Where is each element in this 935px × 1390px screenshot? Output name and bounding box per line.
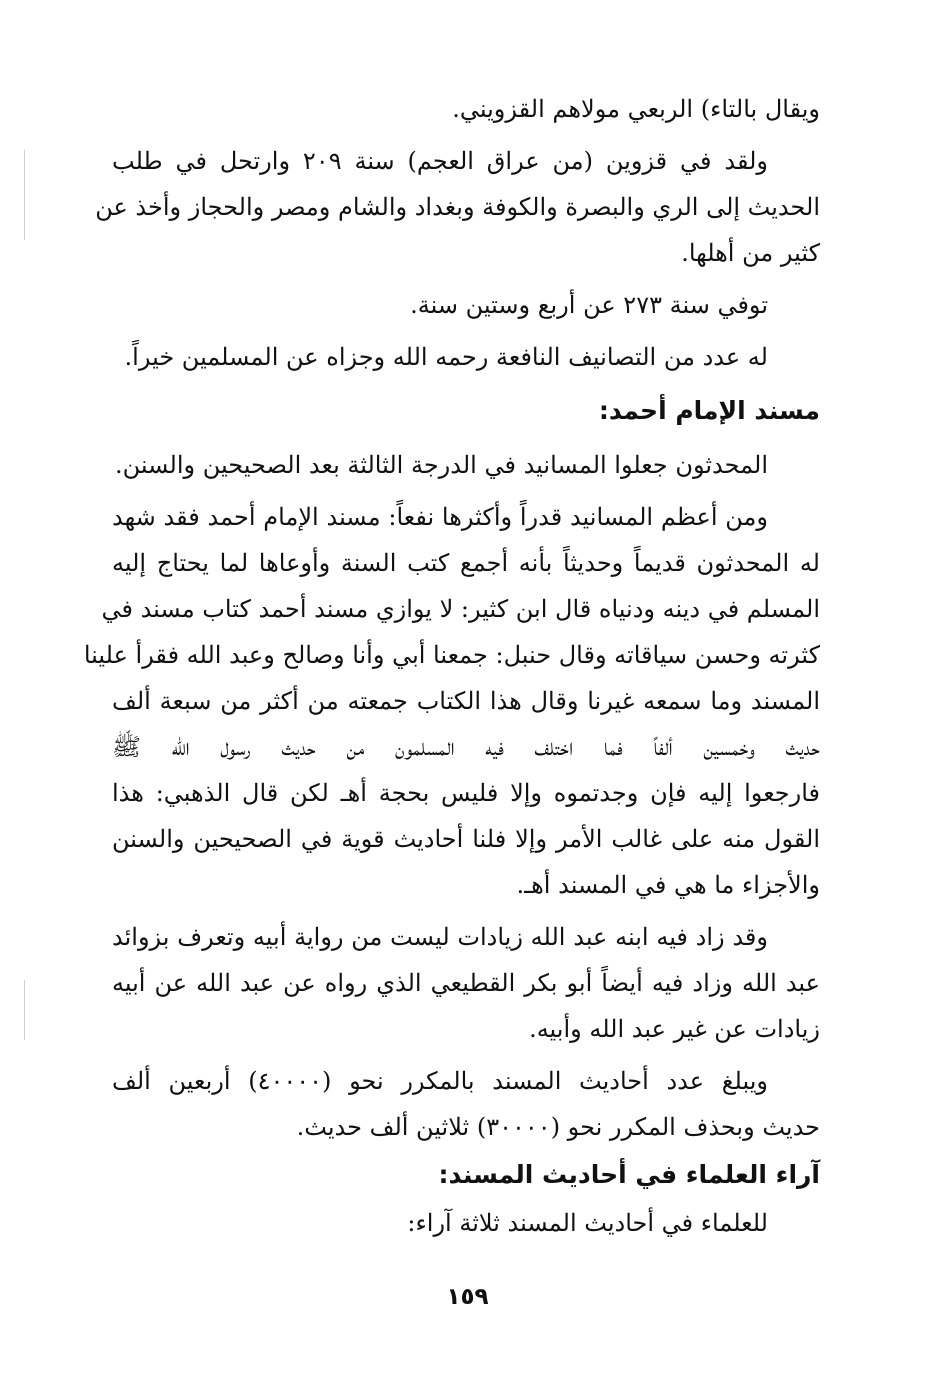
scan-edge-mark (24, 980, 25, 1040)
text-line: ومن أعظم المسانيد قدراً وأكثرها نفعاً: مسند الإمام أحمد فقد شهد (112, 503, 768, 531)
text-line: له المحدثون قديماً وحديثاً بأنه أجمع كتب السنة وأوعاها لما يحتاج إليه (112, 549, 820, 577)
text-line: كثرته وحسن سياقاته وقال حنبل: جمعنا أبي وأنا وصالح وعبد الله فقرأ علينا (83, 641, 820, 669)
text-line: المسند وما سمعه غيرنا وقال هذا الكتاب جمعته من أكثر من سبعة ألف (112, 687, 820, 715)
text-line: زيادات عن غير عبد الله وأبيه. (529, 1015, 820, 1043)
text-line: للعلماء في أحاديث المسند ثلاثة آراء: (407, 1209, 768, 1237)
section-heading: آراء العلماء في أحاديث المسند: (438, 1160, 820, 1189)
text-line: القول منه على غالب الأمر وإلا فلنا أحاديث قوية في الصحيحين والسنن (112, 825, 820, 853)
section-heading: مسند الإمام أحمد: (598, 396, 820, 425)
page-body (83, 86, 820, 1246)
scan-edge-mark (24, 150, 25, 240)
text-line: ولقد في قزوين (من عراق العجم) سنة ٢٠٩ وارتحل في طلب (112, 147, 769, 175)
text-line: توفي سنة ٢٧٣ عن أربع وستين سنة. (410, 291, 768, 319)
text-line: وقد زاد فيه ابنه عبد الله زيادات ليست من رواية أبيه وتعرف بزوائد (112, 923, 768, 951)
text-line: الحديث إلى الري والبصرة والكوفة وبغداد والشام ومصر والحجاز وأخذ عن (95, 193, 820, 221)
text-line: ويبلغ عدد أحاديث المسند بالمكرر نحو (٤٠٠٠٠) أربعين ألف (112, 1067, 768, 1095)
text-line: فارجعوا إليه فإن وجدتموه وإلا فليس بحجة أهـ لكن قال الذهبي: هذا (112, 779, 820, 807)
text-line: حديث وبحذف المكرر نحو (٣٠٠٠٠) ثلاثين ألف حديث. (296, 1113, 820, 1141)
text-line: ويقال بالتاء) الربعي مولاهم القزويني. (452, 95, 820, 123)
page-number: ١٥٩ (446, 1284, 489, 1310)
text-line: المحدثون جعلوا المسانيد في الدرجة الثالثة بعد الصحيحين والسنن. (114, 451, 768, 479)
text-line: له عدد من التصانيف النافعة رحمه الله وجزاه عن المسلمين خيراً. (124, 343, 768, 371)
text-line: والأجزاء ما هي في المسند أهـ. (516, 871, 820, 899)
text-line: حديث وخمسين ألفاً فما اختلف فيه المسلمون من حديث رسول الله ﷺ (112, 733, 820, 761)
text-line: كثير من أهلها. (681, 239, 820, 267)
text-line: المسلم في دينه ودنياه قال ابن كثير: لا يوازي مسند أحمد كتاب مسند في (101, 595, 820, 623)
text-line: عبد الله وزاد فيه أيضاً أبو بكر القطيعي الذي رواه عن عبد الله عن أبيه (112, 969, 820, 997)
